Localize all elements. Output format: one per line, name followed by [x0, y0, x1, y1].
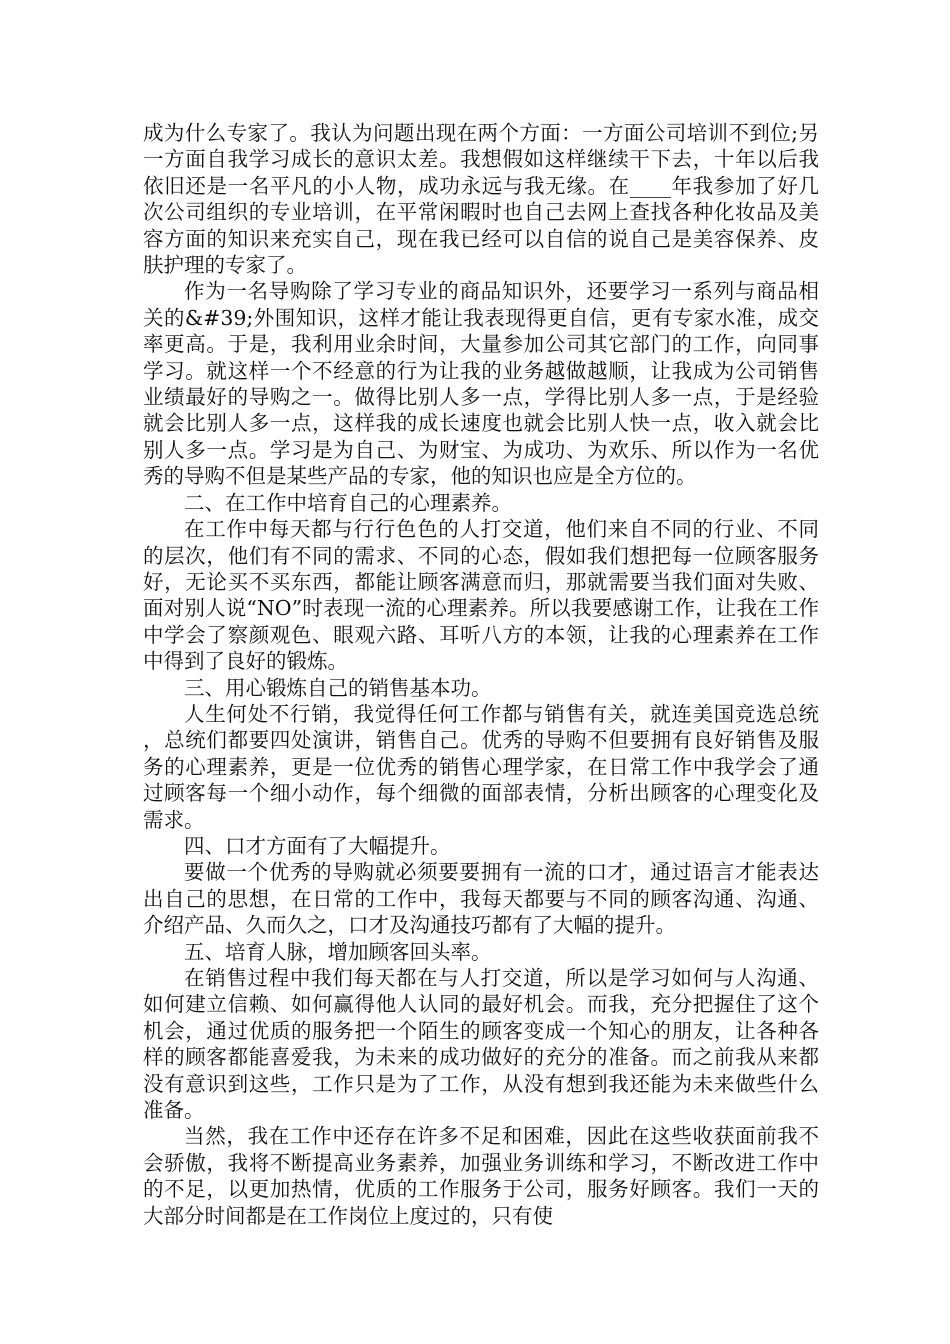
- section-heading-eloquence: 四、口才方面有了大幅提升。: [184, 833, 451, 858]
- paragraph-sales-skills: 人生何处不行销，我觉得任何工作都与销售有关，就连美国竞选总统，总统们都要四处演讲，销售自己。优秀的导购不但要拥有良好销售及服务的心理素养，更是一位优秀的销售心理学家，在日常工作中我学会了通过顾客每一个细小动作，每个细微的面部表情，分析出顾客的心理变化及需求。: [143, 701, 819, 832]
- paragraph-product-knowledge: 作为一名导购除了学习专业的商品知识外，还要学习一系列与商品相关的&#39;外围知识，这样才能让我表现得更自信，更有专家水准，成交率更高。于是，我利用业余时间，大量参加公司其它部门的工作，向同事学习。就这样一个不经意的行为让我的业务越做越顺，让我成为公司销售业绩最好的导购之一。做得比别人多一点，学得比别人多一点，于是经验就会比别人多一点，这样我的成长速度也就会比别人快一点，收入就会比别人多一点。学习是为自己、为财宝、为成功、为欢乐、所以作为一名优秀的导购不但是某些产品的专家，他的知识也应是全方位的。: [143, 279, 819, 489]
- paragraph-intro-continued: 成为什么专家了。我认为问题出现在两个方面：一方面公司培训不到位;另一方面自我学习成长的意识太差。我想假如这样继续干下去，十年以后我依旧还是一名平凡的小人物，成功永远与我无缘。在____年我参加了好几次公司组织的专业培训，在平常闲暇时也自己去网上查找各种化妆品及美容方面的知识来充实自己，现在我已经可以自信的说自己是美容保养、皮肤护理的专家了。: [143, 121, 819, 278]
- document-body: [143, 120, 819, 1229]
- section-heading-network: 五、培育人脉，增加顾客回头率。: [184, 939, 492, 964]
- section-heading-psychology: 二、在工作中培育自己的心理素养。: [184, 490, 512, 515]
- paragraph-network: 在销售过程中我们每天都在与人打交道，所以是学习如何与人沟通、如何建立信赖、如何赢得他人认同的最好机会。而我，充分把握住了这个机会，通过优质的服务把一个陌生的顾客变成一个知心的朋友，让各种各样的顾客都能喜爱我，为未来的成功做好的充分的准备。而之前我从来都没有意识到这些，工作只是为了工作，从没有想到我还能为未来做些什么准备。: [143, 966, 819, 1123]
- paragraph-eloquence: 要做一个优秀的导购就必须要要拥有一流的口才，通过语言才能表达出自己的思想，在日常的工作中，我每天都要与不同的顾客沟通、沟通、介绍产品、久而久之，口才及沟通技巧都有了大幅的提升。: [143, 860, 819, 938]
- section-heading-sales-skills: 三、用心锻炼自己的销售基本功。: [184, 675, 492, 700]
- paragraph-conclusion: 当然，我在工作中还存在许多不足和困难，因此在这些收获面前我不会骄傲，我将不断提高业务素养，加强业务训练和学习，不断改进工作中的不足，以更加热情，优质的工作服务于公司，服务好顾客。我们一天的大部分时间都是在工作岗位上度过的，只有使: [143, 1124, 819, 1228]
- paragraph-psychology: 在工作中每天都与行行色色的人打交道，他们来自不同的行业、不同的层次，他们有不同的需求、不同的心态，假如我们想把每一位顾客服务好，无论买不买东西，都能让顾客满意而归，那就需要当我们面对失败、面对别人说“NO”时表现一流的心理素养。所以我要感谢工作，让我在工作中学会了察颜观色、眼观六路、耳听八方的本领，让我的心理素养在工作中得到了良好的锻炼。: [143, 517, 819, 674]
